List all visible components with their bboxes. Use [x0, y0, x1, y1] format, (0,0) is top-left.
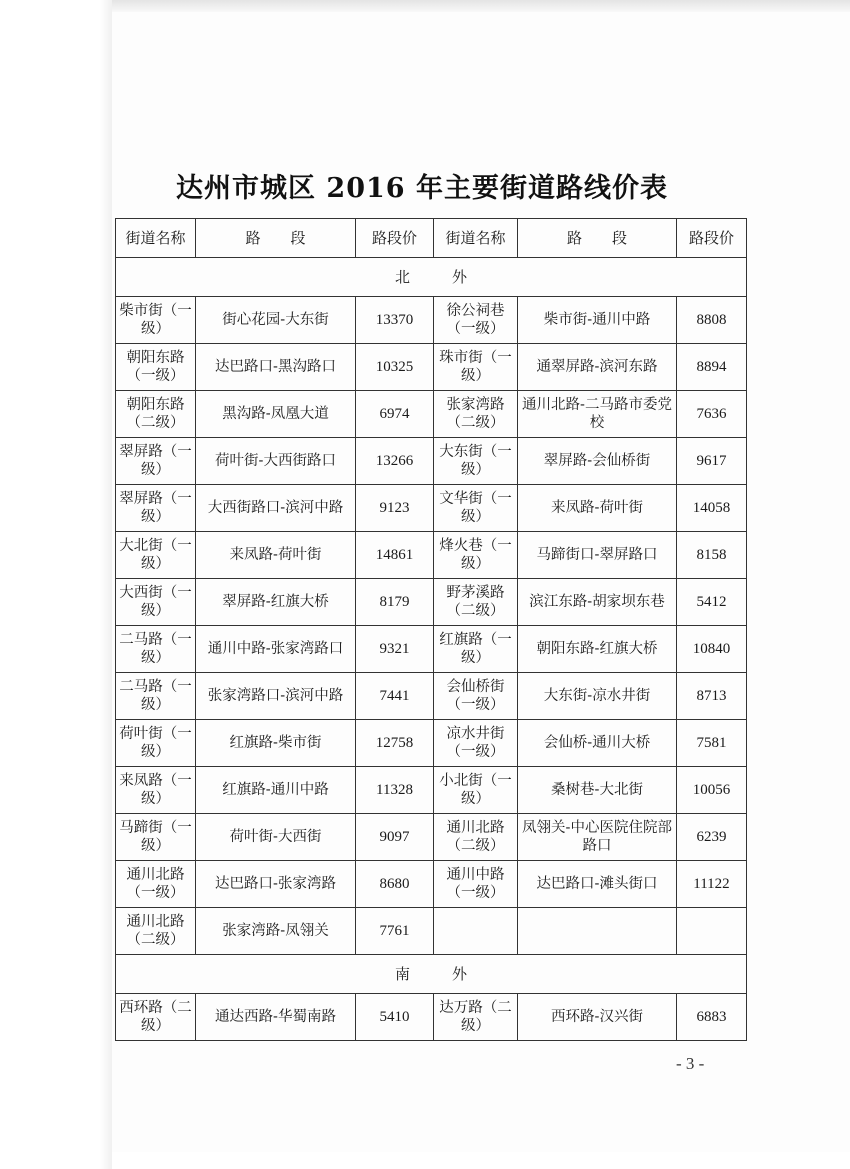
section-price-cell: 6883	[677, 994, 747, 1041]
street-name-cell: 来凤路（一级）	[116, 767, 196, 814]
section-price-cell: 9617	[677, 438, 747, 485]
street-name-cell: 大北街（一级）	[116, 532, 196, 579]
street-name-cell: 烽火巷（一级）	[434, 532, 518, 579]
road-section-cell: 荷叶街-大西街	[196, 814, 356, 861]
road-section-cell: 会仙桥-通川大桥	[518, 720, 677, 767]
table-row	[116, 297, 747, 344]
street-name-cell: 二马路（一级）	[116, 626, 196, 673]
section-price-cell: 10840	[677, 626, 747, 673]
street-name-cell: 徐公祠巷（一级）	[434, 297, 518, 344]
street-name-cell: 马蹄街（一级）	[116, 814, 196, 861]
section-price-cell: 8713	[677, 673, 747, 720]
section-price-cell: 13266	[356, 438, 434, 485]
document-title: 达州市城区 2016 年主要街道路线价表	[176, 173, 668, 204]
road-section-cell: 红旗路-柴市街	[196, 720, 356, 767]
road-section-cell	[518, 908, 677, 955]
street-name-cell: 柴市街（一级）	[116, 297, 196, 344]
section-price-cell: 12758	[356, 720, 434, 767]
section-price-cell: 9097	[356, 814, 434, 861]
street-name-cell: 翠屏路（一级）	[116, 438, 196, 485]
section-price-cell: 8808	[677, 297, 747, 344]
section-price-cell: 11122	[677, 861, 747, 908]
street-name-cell: 二马路（一级）	[116, 673, 196, 720]
section-price-cell: 14861	[356, 532, 434, 579]
section-price-cell: 10325	[356, 344, 434, 391]
section-price-cell: 7441	[356, 673, 434, 720]
section-price-cell: 8179	[356, 579, 434, 626]
table-row	[116, 720, 747, 767]
header-section-price-1: 路段价	[356, 219, 434, 258]
street-name-cell: 小北街（一级）	[434, 767, 518, 814]
section-price-cell: 5410	[356, 994, 434, 1041]
road-section-cell: 凤翎关-中心医院住院部路口	[518, 814, 677, 861]
table-row	[116, 626, 747, 673]
table-row	[116, 673, 747, 720]
table-row	[116, 344, 747, 391]
street-name-cell: 西环路（二级）	[116, 994, 196, 1041]
table-row	[116, 814, 747, 861]
table-row	[116, 994, 747, 1041]
road-section-cell: 翠屏路-红旗大桥	[196, 579, 356, 626]
table-row	[116, 438, 747, 485]
road-section-cell: 来凤路-荷叶街	[518, 485, 677, 532]
road-section-cell: 马蹄街口-翠屏路口	[518, 532, 677, 579]
road-section-cell: 来凤路-荷叶街	[196, 532, 356, 579]
section-row	[116, 955, 747, 994]
table-row	[116, 861, 747, 908]
road-section-cell: 大西街路口-滨河中路	[196, 485, 356, 532]
table-row	[116, 485, 747, 532]
table-row	[116, 579, 747, 626]
road-section-cell: 黑沟路-凤凰大道	[196, 391, 356, 438]
section-price-cell: 5412	[677, 579, 747, 626]
road-section-cell: 大东街-凉水井街	[518, 673, 677, 720]
table-header-row	[116, 219, 747, 258]
road-section-cell: 翠屏路-会仙桥街	[518, 438, 677, 485]
section-price-cell: 9123	[356, 485, 434, 532]
street-name-cell: 文华街（一级）	[434, 485, 518, 532]
road-section-cell: 通川中路-张家湾路口	[196, 626, 356, 673]
street-name-cell: 张家湾路（二级）	[434, 391, 518, 438]
street-name-cell: 大西街（一级）	[116, 579, 196, 626]
section-price-cell: 10056	[677, 767, 747, 814]
road-section-cell: 张家湾路口-滨河中路	[196, 673, 356, 720]
table-row	[116, 767, 747, 814]
section-label: 北外	[116, 258, 747, 297]
section-price-cell: 8680	[356, 861, 434, 908]
street-name-cell: 翠屏路（一级）	[116, 485, 196, 532]
table-row	[116, 532, 747, 579]
street-name-cell: 朝阳东路（一级）	[116, 344, 196, 391]
road-section-cell: 朝阳东路-红旗大桥	[518, 626, 677, 673]
street-name-cell: 会仙桥街（一级）	[434, 673, 518, 720]
road-section-cell: 街心花园-大东街	[196, 297, 356, 344]
street-name-cell: 通川北路（二级）	[116, 908, 196, 955]
road-section-cell: 滨江东路-胡家坝东巷	[518, 579, 677, 626]
road-section-cell: 达巴路口-张家湾路	[196, 861, 356, 908]
road-section-cell: 荷叶街-大西街路口	[196, 438, 356, 485]
road-section-cell: 柴市街-通川中路	[518, 297, 677, 344]
street-price-table	[115, 218, 747, 1041]
road-section-cell: 桑树巷-大北街	[518, 767, 677, 814]
street-name-cell: 通川北路（二级）	[434, 814, 518, 861]
header-street-name-2: 街道名称	[434, 219, 518, 258]
road-section-cell: 西环路-汉兴街	[518, 994, 677, 1041]
section-price-cell: 8894	[677, 344, 747, 391]
road-section-cell: 通川北路-二马路市委党校	[518, 391, 677, 438]
section-price-cell: 9321	[356, 626, 434, 673]
street-name-cell	[434, 908, 518, 955]
street-name-cell: 达万路（二级）	[434, 994, 518, 1041]
section-price-cell: 13370	[356, 297, 434, 344]
table-row	[116, 391, 747, 438]
header-section-price-2: 路段价	[677, 219, 747, 258]
road-section-cell: 张家湾路-凤翎关	[196, 908, 356, 955]
street-name-cell: 凉水井街（一级）	[434, 720, 518, 767]
section-price-cell: 14058	[677, 485, 747, 532]
section-price-cell: 7581	[677, 720, 747, 767]
section-price-cell: 6974	[356, 391, 434, 438]
section-price-cell: 11328	[356, 767, 434, 814]
road-section-cell: 红旗路-通川中路	[196, 767, 356, 814]
street-name-cell: 荷叶街（一级）	[116, 720, 196, 767]
section-row	[116, 258, 747, 297]
street-name-cell: 通川北路（一级）	[116, 861, 196, 908]
header-road-section-2: 路 段	[518, 219, 677, 258]
street-name-cell: 红旗路（一级）	[434, 626, 518, 673]
section-price-cell: 6239	[677, 814, 747, 861]
street-name-cell: 朝阳东路（二级）	[116, 391, 196, 438]
table-body	[116, 258, 747, 1041]
header-street-name-1: 街道名称	[116, 219, 196, 258]
road-section-cell: 通达西路-华蜀南路	[196, 994, 356, 1041]
section-price-cell: 7636	[677, 391, 747, 438]
scan-margin-left	[0, 0, 112, 1169]
road-section-cell: 达巴路口-滩头街口	[518, 861, 677, 908]
table-row	[116, 908, 747, 955]
street-name-cell: 野茅溪路（二级）	[434, 579, 518, 626]
section-price-cell: 7761	[356, 908, 434, 955]
street-name-cell: 珠市街（一级）	[434, 344, 518, 391]
header-road-section-1: 路 段	[196, 219, 356, 258]
road-section-cell: 达巴路口-黑沟路口	[196, 344, 356, 391]
section-label: 南外	[116, 955, 747, 994]
road-section-cell: 通翠屏路-滨河东路	[518, 344, 677, 391]
street-name-cell: 通川中路（一级）	[434, 861, 518, 908]
section-price-cell: 8158	[677, 532, 747, 579]
street-name-cell: 大东街（一级）	[434, 438, 518, 485]
section-price-cell	[677, 908, 747, 955]
page-number: - 3 -	[676, 1054, 705, 1073]
